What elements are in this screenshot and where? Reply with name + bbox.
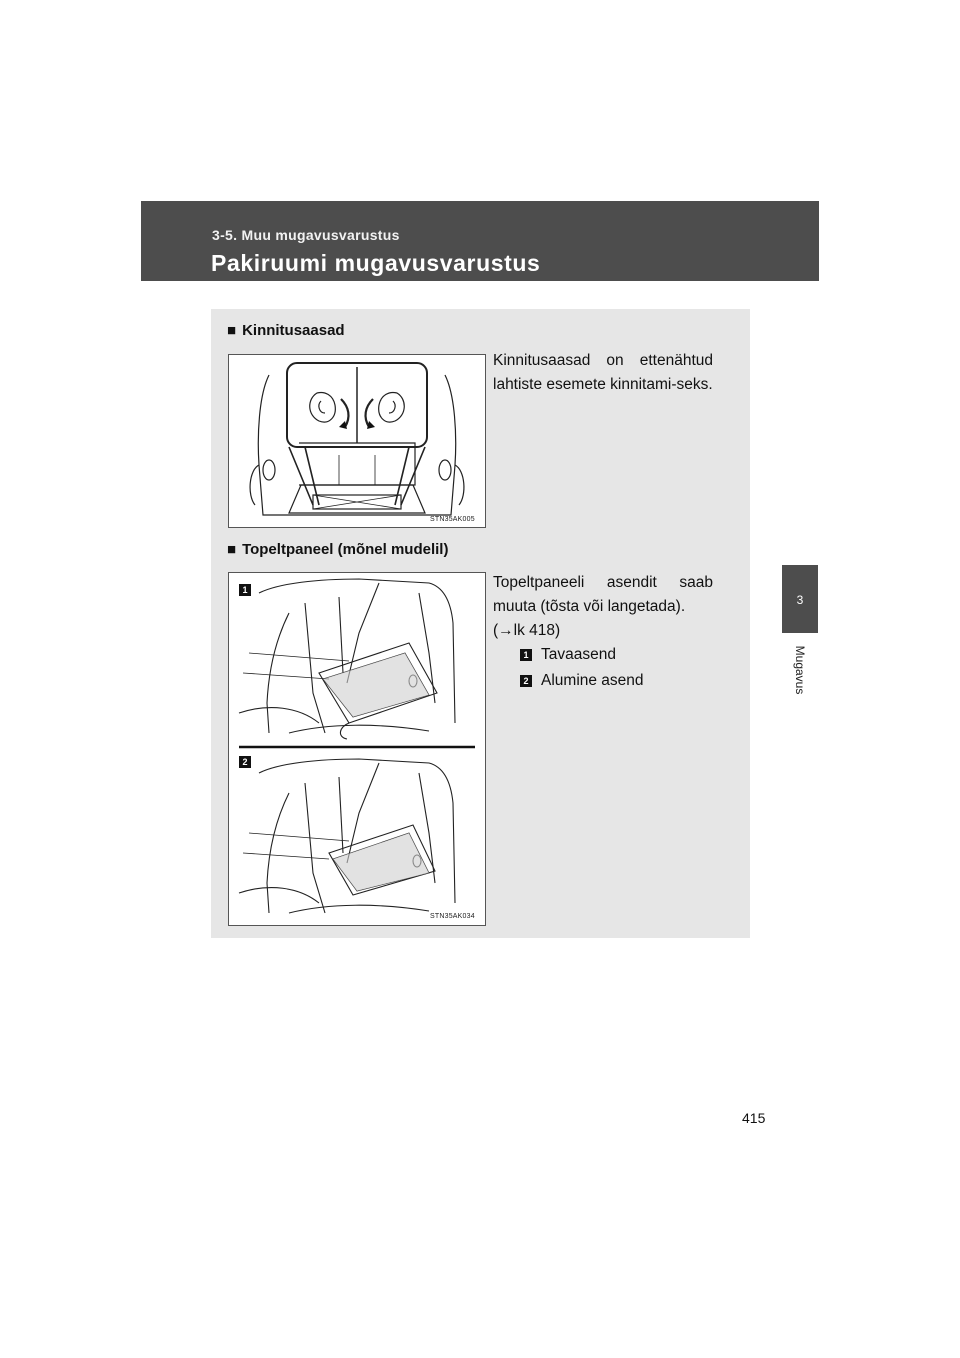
double-panel-drawing bbox=[229, 573, 485, 925]
bullet-square: ■ bbox=[227, 541, 237, 558]
legend-badge-1: 1 bbox=[520, 649, 532, 661]
section-number: 3-5. Muu mugavusvarustus bbox=[212, 227, 400, 243]
legend-item-normal-position bbox=[520, 646, 616, 664]
bullet-square: ■ bbox=[227, 322, 237, 339]
legend-label: Tavaasend bbox=[541, 646, 616, 663]
image-code-2: STN35AK034 bbox=[430, 913, 475, 920]
tie-down-hooks-illustration bbox=[228, 354, 486, 528]
image-code-1: STN35AK005 bbox=[430, 516, 475, 523]
section2-description: Topeltpaneeli asendit saab muuta (tõsta või langetada). bbox=[493, 574, 713, 615]
legend-item-lower-position bbox=[520, 672, 644, 690]
section2-reference: (→lk 418) bbox=[493, 622, 561, 639]
chapter-label: Mugavus bbox=[793, 645, 807, 695]
legend-label: Alumine asend bbox=[541, 672, 644, 689]
section-heading-text: Kinnitusaasad bbox=[242, 322, 345, 339]
section-heading-text: Topeltpaneel (mõnel mudelil) bbox=[242, 541, 449, 558]
double-deck-panel-illustration bbox=[228, 572, 486, 926]
section1-description: Kinnitusaasad on ettenähtud lahtiste esemete kinnitami-seks. bbox=[493, 352, 713, 393]
section-heading-topeltpaneel bbox=[227, 541, 448, 558]
section-heading-kinnitusaasad bbox=[227, 322, 345, 339]
figure-badge-1: 1 bbox=[239, 584, 251, 596]
page-title: Pakiruumi mugavusvarustus bbox=[211, 250, 541, 276]
legend-badge-2: 2 bbox=[520, 675, 532, 687]
figure-badge-2: 2 bbox=[239, 756, 251, 768]
chapter-number: 3 bbox=[796, 593, 804, 607]
page-number: 415 bbox=[742, 1110, 766, 1126]
chapter-tab bbox=[782, 565, 818, 633]
trunk-hooks-drawing bbox=[229, 355, 485, 527]
